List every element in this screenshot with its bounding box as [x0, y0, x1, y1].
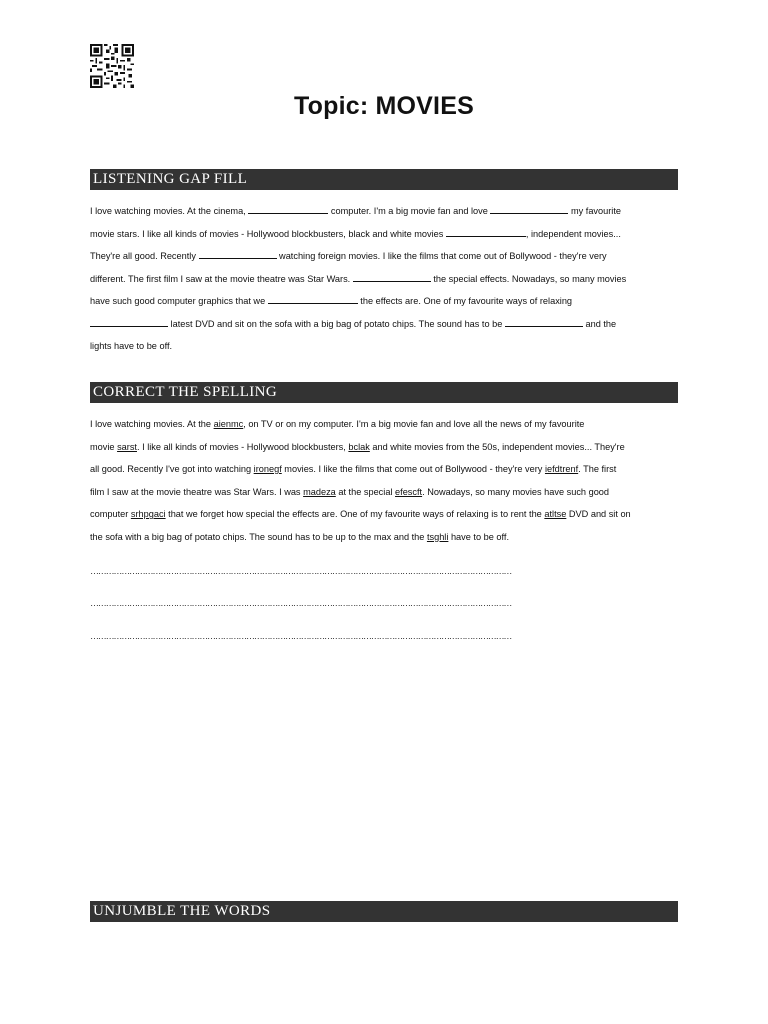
- qr-code-icon: [90, 44, 134, 88]
- text-segment: DVD and sit on: [566, 509, 631, 519]
- answer-blank[interactable]: [90, 317, 168, 327]
- text-line: [90, 526, 678, 549]
- text-segment: I love watching movies. At the: [90, 419, 214, 429]
- text-segment: different. The first film I saw at the movie theatre was Star Wars.: [90, 273, 353, 284]
- answer-blank[interactable]: [505, 317, 583, 327]
- text-segment: have to be off.: [448, 531, 510, 542]
- text-segment: movie stars. I like all kinds of movies - Hollywood blockbusters, black and white movies: [90, 228, 446, 239]
- misspelled-word: atltse: [544, 509, 567, 519]
- text-segment: They're all good. Recently: [90, 251, 199, 261]
- answer-blank[interactable]: [446, 227, 526, 237]
- misspelled-word: tsghli: [426, 531, 449, 542]
- text-segment: , on TV or on my computer. I'm a big movie fan and love all the news of my favourite: [243, 419, 585, 429]
- text-line: [90, 290, 678, 313]
- misspelled-word: sarst: [117, 441, 137, 452]
- answer-blank[interactable]: [248, 204, 328, 214]
- answer-blank[interactable]: [199, 249, 277, 259]
- unjumble-section: [90, 901, 678, 922]
- text-segment: I love watching movies. At the cinema,: [90, 206, 249, 216]
- text-line: [90, 268, 678, 291]
- text-segment: , independent movies...: [525, 228, 621, 239]
- text-line: [90, 245, 678, 268]
- text-segment: movies. I like the films that come out of Bollywood - they're very: [281, 464, 545, 474]
- text-line: [90, 481, 678, 504]
- unjumble-heading: UNJUMBLE THE WORDS: [90, 901, 678, 922]
- answer-blank[interactable]: [268, 294, 358, 304]
- text-line: [90, 413, 678, 436]
- misspelled-word: efescft: [395, 486, 423, 497]
- spelling-section: [90, 382, 678, 548]
- text-segment: watching foreign movies. I like the films that come out of Bollywood - they're very: [276, 251, 607, 261]
- text-segment: at the special: [335, 486, 396, 497]
- text-line: [90, 458, 678, 481]
- text-line: [90, 436, 678, 459]
- text-segment: computer. I'm a big movie fan and love: [328, 206, 491, 216]
- text-segment: movie: [90, 441, 118, 452]
- text-segment: the effects are. One of my favourite ways of relaxing: [357, 296, 573, 306]
- spelling-heading: CORRECT THE SPELLING: [90, 382, 678, 403]
- gap-fill-section: [90, 169, 678, 358]
- spelling-paragraph: [90, 413, 678, 548]
- misspelled-word: ironegf: [253, 464, 282, 474]
- answer-blank[interactable]: [353, 272, 431, 282]
- text-line: [90, 200, 678, 223]
- answer-blank[interactable]: [490, 204, 568, 214]
- text-line: [90, 335, 678, 358]
- misspelled-word: bclak: [348, 441, 370, 452]
- answer-line[interactable]: ………………………………………………………………………………………………………………………………………………: [90, 566, 512, 576]
- text-segment: that we forget how special the effects are. One of my favourite ways of relaxing is to rent the: [165, 509, 545, 519]
- text-line: [90, 313, 678, 336]
- text-segment: and the: [582, 318, 617, 329]
- text-segment: the special effects. Nowadays, so many movies: [430, 273, 627, 284]
- text-segment: have such good computer graphics that we: [90, 296, 268, 306]
- text-segment: lights have to be off.: [90, 341, 173, 351]
- text-segment: . Nowadays, so many movies have such good: [422, 486, 610, 497]
- text-segment: the sofa with a big bag of potato chips. The sound has to be up to the max and the: [90, 531, 427, 542]
- text-segment: and white movies from the 50s, independent movies... They're: [369, 441, 625, 452]
- text-segment: film I saw at the movie theatre was Star Wars. I was: [90, 486, 304, 497]
- text-segment: . I like all kinds of movies - Hollywood blockbusters,: [136, 441, 349, 452]
- text-segment: my favourite: [568, 206, 622, 216]
- answer-line[interactable]: ………………………………………………………………………………………………………………………………………………: [90, 631, 512, 641]
- misspelled-word: madeza: [303, 486, 336, 497]
- text-segment: computer: [90, 509, 131, 519]
- misspelled-word: srhpgaci: [130, 509, 166, 519]
- text-segment: . The first: [578, 464, 617, 474]
- gap-fill-paragraph: [90, 200, 678, 358]
- answer-line[interactable]: ………………………………………………………………………………………………………………………………………………: [90, 598, 512, 608]
- text-segment: all good. Recently I've got into watching: [90, 464, 254, 474]
- gap-fill-heading: LISTENING GAP FILL: [90, 169, 678, 190]
- text-line: [90, 223, 678, 246]
- page-title: Topic: MOVIES: [294, 92, 474, 120]
- misspelled-word: aienmc: [213, 419, 244, 429]
- text-segment: latest DVD and sit on the sofa with a big bag of potato chips. The sound has to be: [168, 318, 505, 329]
- text-line: [90, 503, 678, 526]
- misspelled-word: iefdtrenf: [544, 464, 579, 474]
